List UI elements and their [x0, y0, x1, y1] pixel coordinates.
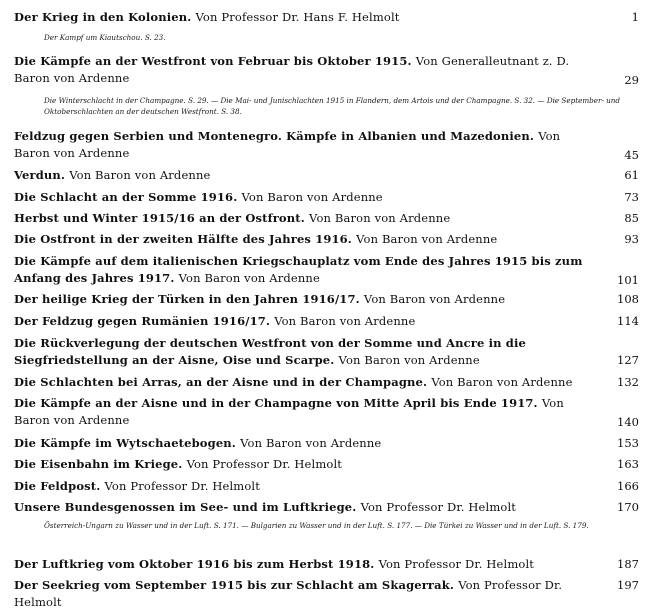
toc-entry-text [14, 313, 639, 330]
toc-entry-page: 153 [617, 436, 639, 450]
toc-entry-page: 61 [624, 168, 639, 182]
toc-entry-author: Von Professor Dr. Helmolt [104, 479, 261, 493]
toc-entry-author: Von Baron von Ardenne [338, 353, 480, 367]
toc-entry-title: Die Feldpost. [14, 479, 101, 493]
toc-entry-page: 93 [624, 232, 639, 246]
toc-entry-title: Die Kämpfe auf dem italienischen Kriegschauplatz vom Ende des Jahres 1915 bis zum Anfang des Jahres 1917. [14, 254, 583, 285]
toc-subentry: Der Kampf um Kiautschou. S. 23. [44, 33, 166, 42]
toc-entry-page: 108 [617, 292, 639, 306]
toc-entry-title: Die Schlacht an der Somme 1916. [14, 190, 238, 204]
toc-entry-text [14, 499, 639, 516]
toc-entry-author: Von Professor Dr. Helmolt [360, 500, 517, 514]
toc-entry [14, 167, 639, 184]
toc-entry-page: 187 [617, 557, 639, 571]
toc-entry [14, 478, 639, 495]
toc-entry [14, 335, 639, 369]
toc-entry-author: Von Generalleutnant z. D. Baron von Ardenne [14, 54, 570, 85]
toc-entry-text [14, 435, 639, 452]
toc-entry-title: Die Eisenbahn im Kriege. [14, 457, 183, 471]
toc-entry-page: 73 [624, 190, 639, 204]
toc-entry [14, 499, 639, 516]
toc-entry-text [14, 128, 639, 162]
toc-entry-title: Der Luftkrieg vom Oktober 1916 bis zum Herbst 1918. [14, 557, 375, 571]
toc-entry-text [14, 9, 639, 26]
toc-entry-title: Unsere Bundesgenossen im See- und im Luftkriege. [14, 500, 357, 514]
toc-entry-text [14, 456, 639, 473]
toc-entry-author: Von Baron von Ardenne [69, 168, 211, 182]
toc-entry-title: Die Schlachten bei Arras, an der Aisne und in der Champagne. [14, 375, 428, 389]
toc-entry-title: Die Rückverlegung der deutschen Westfront von der Somme und Ancre in die Siegfriedstellung an der Aisne, Oise und Scarpe. [14, 336, 526, 367]
toc-entry [14, 9, 639, 26]
toc-entry [14, 374, 639, 391]
toc-entry-author: Von Baron von Ardenne [356, 232, 498, 246]
toc-entry-author: Von Baron von Ardenne [14, 129, 561, 160]
toc-entry-author: Von Baron von Ardenne [241, 190, 383, 204]
toc-entry-title: Die Kämpfe an der Westfront von Februar bis Oktober 1915. [14, 54, 412, 68]
toc-entry [14, 128, 639, 162]
toc-entry-author: Von Professor Dr. Helmolt [378, 557, 535, 571]
toc-entry-text [14, 231, 639, 248]
toc-entry [14, 456, 639, 473]
toc-entry-page: 170 [617, 500, 639, 514]
toc-entry-page: 132 [617, 375, 639, 389]
toc-entry-title: Der Krieg in den Kolonien. [14, 10, 192, 24]
toc-entry-page: 85 [624, 211, 639, 225]
toc-entry-page: 197 [617, 578, 639, 592]
toc-entry-page: 114 [617, 314, 639, 328]
toc-entry-text [14, 167, 639, 184]
toc-entry-page: 127 [617, 353, 639, 367]
toc-entry-title: Der heilige Krieg der Türken in den Jahren 1916/17. [14, 292, 360, 306]
toc-entry-author: Von Baron von Ardenne [14, 396, 564, 427]
toc-entry-author: Von Professor Dr. Hans F. Helmolt [195, 10, 400, 24]
toc-entry-page: 101 [617, 273, 639, 287]
toc-entry-author: Von Baron von Ardenne [431, 375, 573, 389]
toc-entry-title: Feldzug gegen Serbien und Montenegro. Kämpfe in Albanien und Mazedonien. [14, 129, 535, 143]
toc-entry-author: Von Professor Dr. Helmolt [14, 578, 563, 609]
toc-entry-title: Der Seekrieg vom September 1915 bis zur Schlacht am Skagerrak. [14, 578, 455, 592]
toc-entry [14, 395, 639, 429]
toc-entry [14, 231, 639, 248]
toc-subentry: Österreich-Ungarn zu Wasser und in der Luft. S. 171. — Bulgarien zu Wasser und in der Luft. S. 177. — Die Türkei zu Wasser und in der Luft. S. 179. [44, 521, 589, 530]
toc-entry-title: Die Kämpfe im Wytschaetebogen. [14, 436, 236, 450]
toc-entry-author: Von Baron von Ardenne [363, 292, 506, 306]
toc-entry-author: Von Baron von Ardenne [274, 314, 416, 328]
toc-entry-title: Die Ostfront in der zweiten Hälfte des Jahres 1916. [14, 232, 352, 246]
toc-entry-text [14, 189, 639, 206]
toc-entry-page: 1 [631, 10, 639, 24]
toc-entry-text [14, 291, 639, 308]
toc-entry [14, 53, 639, 87]
toc-entry-title: Der Feldzug gegen Rumänien 1916/17. [14, 314, 271, 328]
toc-entry-author: Von Professor Dr. Helmolt [186, 457, 343, 471]
toc-entry-text [14, 395, 639, 429]
toc-entry-text [14, 556, 639, 573]
toc-entry-text [14, 374, 639, 391]
toc-entry-page: 45 [624, 148, 639, 162]
toc-entry [14, 189, 639, 206]
toc-entry-page: 166 [617, 479, 639, 493]
toc-entry-author: Von Baron von Ardenne [178, 271, 320, 285]
toc-entry-page: 163 [617, 457, 639, 471]
toc-entry [14, 291, 639, 308]
toc-subentry: Die Winterschlacht in der Champagne. S. 29. — Die Mai- und Junischlachten 1915 in Flandern, dem Artois und der Champagne. S. 32. — Die September- und Oktoberschlachten an der deutschen Westfront. S. 38. [44, 96, 621, 116]
toc-entry-author: Von Baron von Ardenne [240, 436, 382, 450]
toc-entry-title: Die Kämpfe an der Aisne und in der Champagne von Mitte April bis Ende 1917. [14, 396, 538, 410]
toc-entry-text [14, 53, 639, 87]
toc-entry-text [14, 335, 639, 369]
toc-entry-page: 140 [617, 415, 639, 429]
toc-entry [14, 210, 639, 227]
toc-entry [14, 435, 639, 452]
toc-entry [14, 556, 639, 573]
toc-entry-text [14, 253, 639, 287]
toc-entry-title: Verdun. [14, 168, 66, 182]
toc-entry-text [14, 478, 639, 495]
toc-entry [14, 313, 639, 330]
toc-entry-author: Von Baron von Ardenne [309, 211, 451, 225]
toc-entry-title: Herbst und Winter 1915/16 an der Ostfront. [14, 211, 305, 225]
toc-entry-text [14, 577, 639, 611]
toc-entry [14, 577, 639, 611]
toc-entry [14, 253, 639, 287]
toc-entry-text [14, 210, 639, 227]
toc-entry-page: 29 [624, 73, 639, 87]
